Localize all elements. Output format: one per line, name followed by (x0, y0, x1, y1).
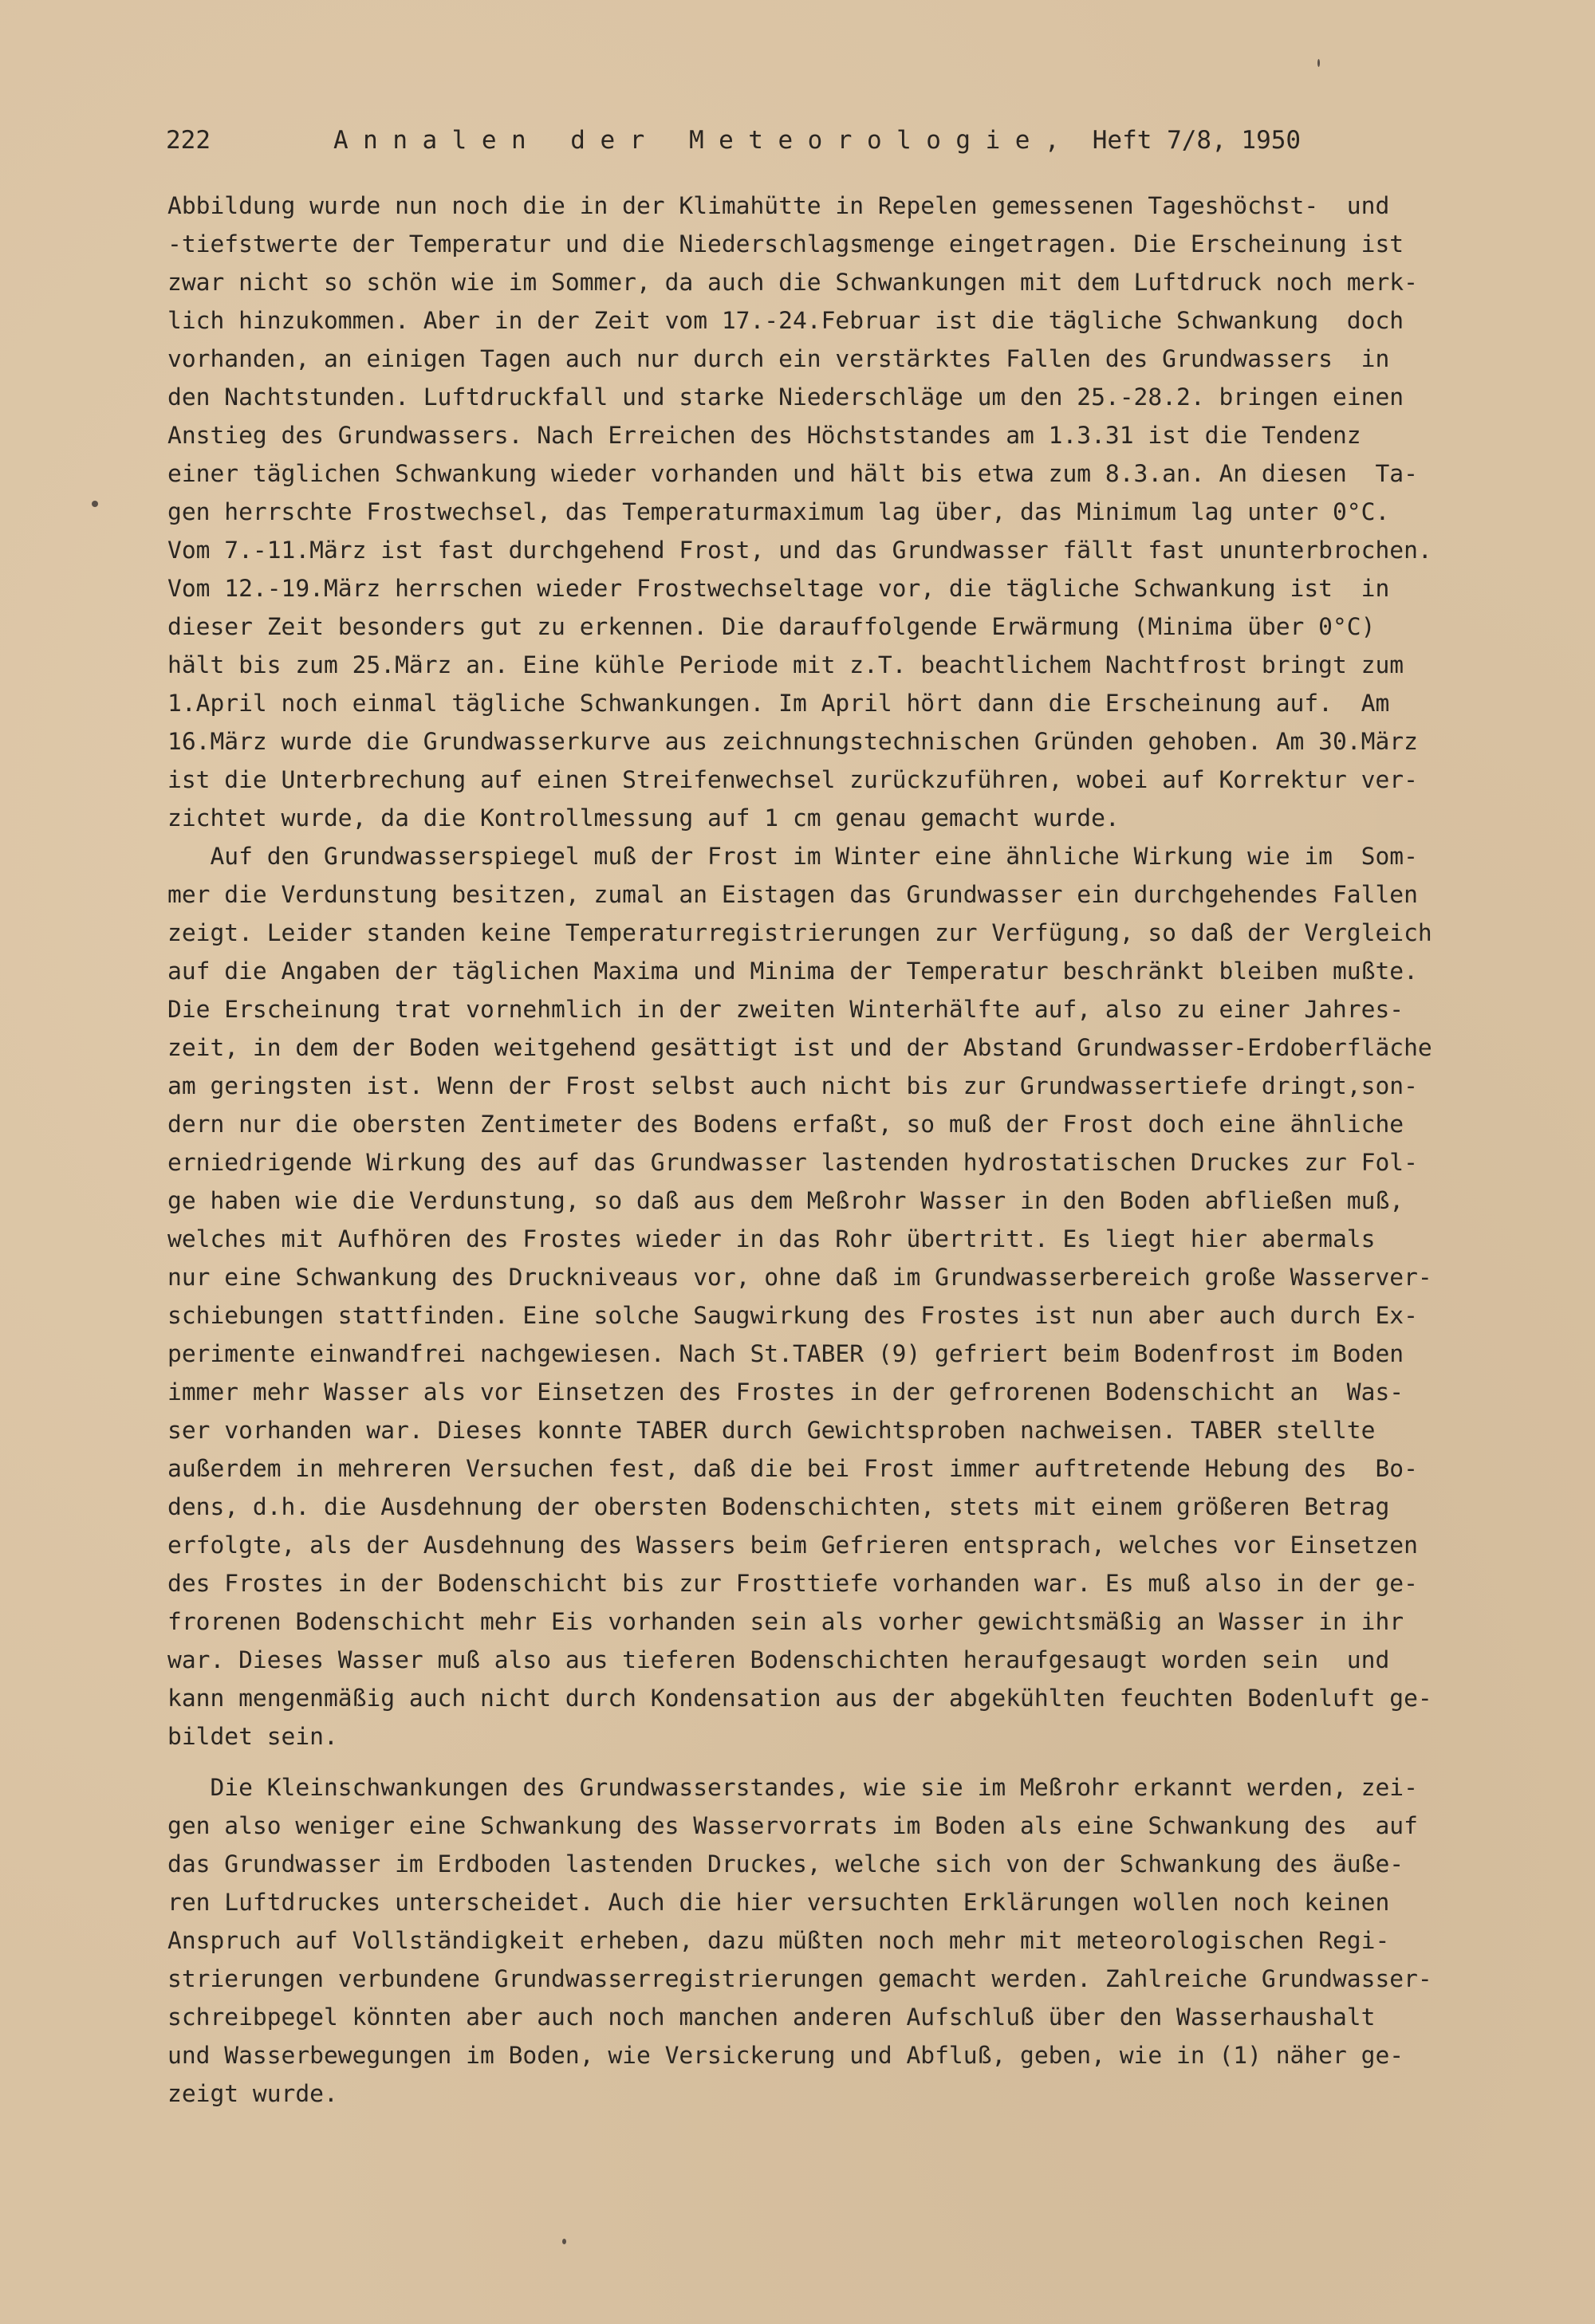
text-line: den Nachtstunden. Luftdruckfall und starke Niederschläge um den 25.-28.2. bringen einen (167, 383, 1404, 411)
text-line: dern nur die obersten Zentimeter des Bodens erfaßt, so muß der Frost doch eine ähnliche (167, 1111, 1404, 1138)
text-line: schreibpegel könnten aber auch noch manchen anderen Aufschluß über den Wasserhaushalt (167, 2004, 1376, 2031)
text-line: zeigt. Leider standen keine Temperaturregistrierungen zur Verfügung, so daß der Vergleich (167, 919, 1432, 946)
text-line: perimente einwandfrei nachgewiesen. Nach St.TABER (9) gefriert beim Bodenfrost im Boden (167, 1340, 1404, 1367)
text-line: gen herrschte Frostwechsel, das Temperaturmaximum lag über, das Minimum lag unter 0°C. (167, 498, 1390, 525)
text-line: Abbildung wurde nun noch die in der Klimahütte in Repelen gemessenen Tageshöchst- und (167, 192, 1390, 219)
text-line: Auf den Grundwasserspiegel muß der Frost im Winter eine ähnliche Wirkung wie im Som- (167, 843, 1418, 870)
text-line: gen also weniger eine Schwankung des Wasservorrats im Boden als eine Schwankung des auf (167, 1812, 1418, 1839)
text-line: ge haben wie die Verdunstung, so daß aus dem Meßrohr Wasser in den Boden abfließen muß, (167, 1187, 1404, 1214)
text-line: auf die Angaben der täglichen Maxima und Minima der Temperatur beschränkt bleiben mußte. (167, 958, 1418, 985)
paper-speck (92, 501, 98, 507)
text-line: dens, d.h. die Ausdehnung der obersten Bodenschichten, stets mit einem größeren Betrag (167, 1493, 1390, 1520)
text-line: Anspruch auf Vollständigkeit erheben, dazu müßten noch mehr mit meteorologischen Regi- (167, 1927, 1390, 1954)
text-line: vorhanden, an einigen Tagen auch nur durch ein verstärktes Fallen des Grundwassers in (167, 345, 1390, 372)
text-line: 1.April noch einmal tägliche Schwankungen. Im April hört dann die Erscheinung auf. Am (167, 690, 1390, 717)
text-line: außerdem in mehreren Versuchen fest, daß die bei Frost immer auftretende Hebung des Bo- (167, 1455, 1418, 1482)
text-line: einer täglichen Schwankung wieder vorhanden und hält bis etwa zum 8.3.an. An diesen Ta- (167, 460, 1418, 487)
text-line: immer mehr Wasser als vor Einsetzen des Frostes in der gefrorenen Bodenschicht an Was- (167, 1378, 1404, 1406)
text-line: zeit, in dem der Boden weitgehend gesättigt ist und der Abstand Grundwasser-Erdoberfläche (167, 1034, 1432, 1061)
text-line: erniedrigende Wirkung des auf das Grundwasser lastenden hydrostatischen Druckes zur Fol- (167, 1149, 1418, 1176)
text-line: lich hinzukommen. Aber in der Zeit vom 17.-24.Februar ist die tägliche Schwankung doch (167, 307, 1404, 334)
text-line: mer die Verdunstung besitzen, zumal an Eistagen das Grundwasser ein durchgehendes Fallen (167, 881, 1418, 908)
page-header (166, 123, 1301, 158)
text-line: dieser Zeit besonders gut zu erkennen. Die darauffolgende Erwärmung (Minima über 0°C) (167, 613, 1376, 640)
text-line: bildet sein. (167, 1723, 338, 1750)
journal-title: Annalen der Meteorologie, (333, 126, 1075, 155)
text-line: war. Dieses Wasser muß also aus tieferen Bodenschichten heraufgesaugt worden sein und (167, 1646, 1390, 1673)
text-line: schiebungen stattfinden. Eine solche Saugwirkung des Frostes ist nun aber auch durch Ex- (167, 1302, 1418, 1329)
paper-speck (1317, 59, 1320, 67)
text-line: das Grundwasser im Erdboden lastenden Druckes, welche sich von der Schwankung des äuße- (167, 1850, 1404, 1878)
text-line: -tiefstwerte der Temperatur und die Niederschlagsmenge eingetragen. Die Erscheinung ist (167, 230, 1404, 258)
text-line: 16.März wurde die Grundwasserkurve aus zeichnungstechnischen Gründen gehoben. Am 30.März (167, 728, 1418, 755)
text-line: ser vorhanden war. Dieses konnte TABER durch Gewichtsproben nachweisen. TABER stellte (167, 1417, 1376, 1444)
text-line: Die Erscheinung trat vornehmlich in der zweiten Winterhälfte auf, also zu einer Jahres- (167, 996, 1404, 1023)
text-line: Vom 7.-11.März ist fast durchgehend Frost, und das Grundwasser fällt fast ununterbrochen. (167, 537, 1432, 564)
text-line: welches mit Aufhören des Frostes wieder in das Rohr übertritt. Es liegt hier abermals (167, 1225, 1376, 1252)
text-line: hält bis zum 25.März an. Eine kühle Periode mit z.T. beachtlichem Nachtfrost bringt zum (167, 651, 1404, 678)
issue-info: Heft 7/8, 1950 (1092, 126, 1302, 155)
text-line: strierungen verbundene Grundwasserregistrierungen gemacht werden. Zahlreiche Grundwasser- (167, 1965, 1432, 1992)
text-line: Vom 12.-19.März herrschen wieder Frostwechseltage vor, die tägliche Schwankung ist in (167, 575, 1390, 602)
text-line: ist die Unterbrechung auf einen Streifenwechsel zurückzuführen, wobei auf Korrektur ver- (167, 766, 1418, 793)
text-line: zeigt wurde. (167, 2080, 338, 2107)
text-line: frorenen Bodenschicht mehr Eis vorhanden sein als vorher gewichtsmäßig an Wasser in ihr (167, 1608, 1404, 1635)
text-line: Anstieg des Grundwassers. Nach Erreichen des Höchststandes am 1.3.31 ist die Tendenz (167, 422, 1361, 449)
text-line: ren Luftdruckes unterscheidet. Auch die hier versuchten Erklärungen wollen noch keinen (167, 1889, 1390, 1916)
text-line: zwar nicht so schön wie im Sommer, da auch die Schwankungen mit dem Luftdruck noch merk- (167, 269, 1418, 296)
text-line: und Wasserbewegungen im Boden, wie Versickerung und Abfluß, geben, wie in (1) näher ge- (167, 2042, 1404, 2069)
text-line: am geringsten ist. Wenn der Frost selbst auch nicht bis zur Grundwassertiefe dringt,son- (167, 1072, 1418, 1099)
paper-speck (562, 2239, 566, 2244)
text-line: zichtet wurde, da die Kontrollmessung auf 1 cm genau gemacht wurde. (167, 804, 1120, 832)
text-line: erfolgte, als der Ausdehnung des Wassers beim Gefrieren entsprach, welches vor Einsetzen (167, 1532, 1418, 1559)
text-line: des Frostes in der Bodenschicht bis zur Frosttiefe vorhanden war. Es muß also in der ge- (167, 1570, 1418, 1597)
text-line: Die Kleinschwankungen des Grundwasserstandes, wie sie im Meßrohr erkannt werden, zei- (167, 1774, 1418, 1801)
text-line: kann mengenmäßig auch nicht durch Kondensation aus der abgekühlten feuchten Bodenluft ge- (167, 1685, 1432, 1712)
page-number: 222 (166, 126, 211, 155)
text-line: nur eine Schwankung des Druckniveaus vor, ohne daß im Grundwasserbereich große Wasserver- (167, 1264, 1432, 1291)
